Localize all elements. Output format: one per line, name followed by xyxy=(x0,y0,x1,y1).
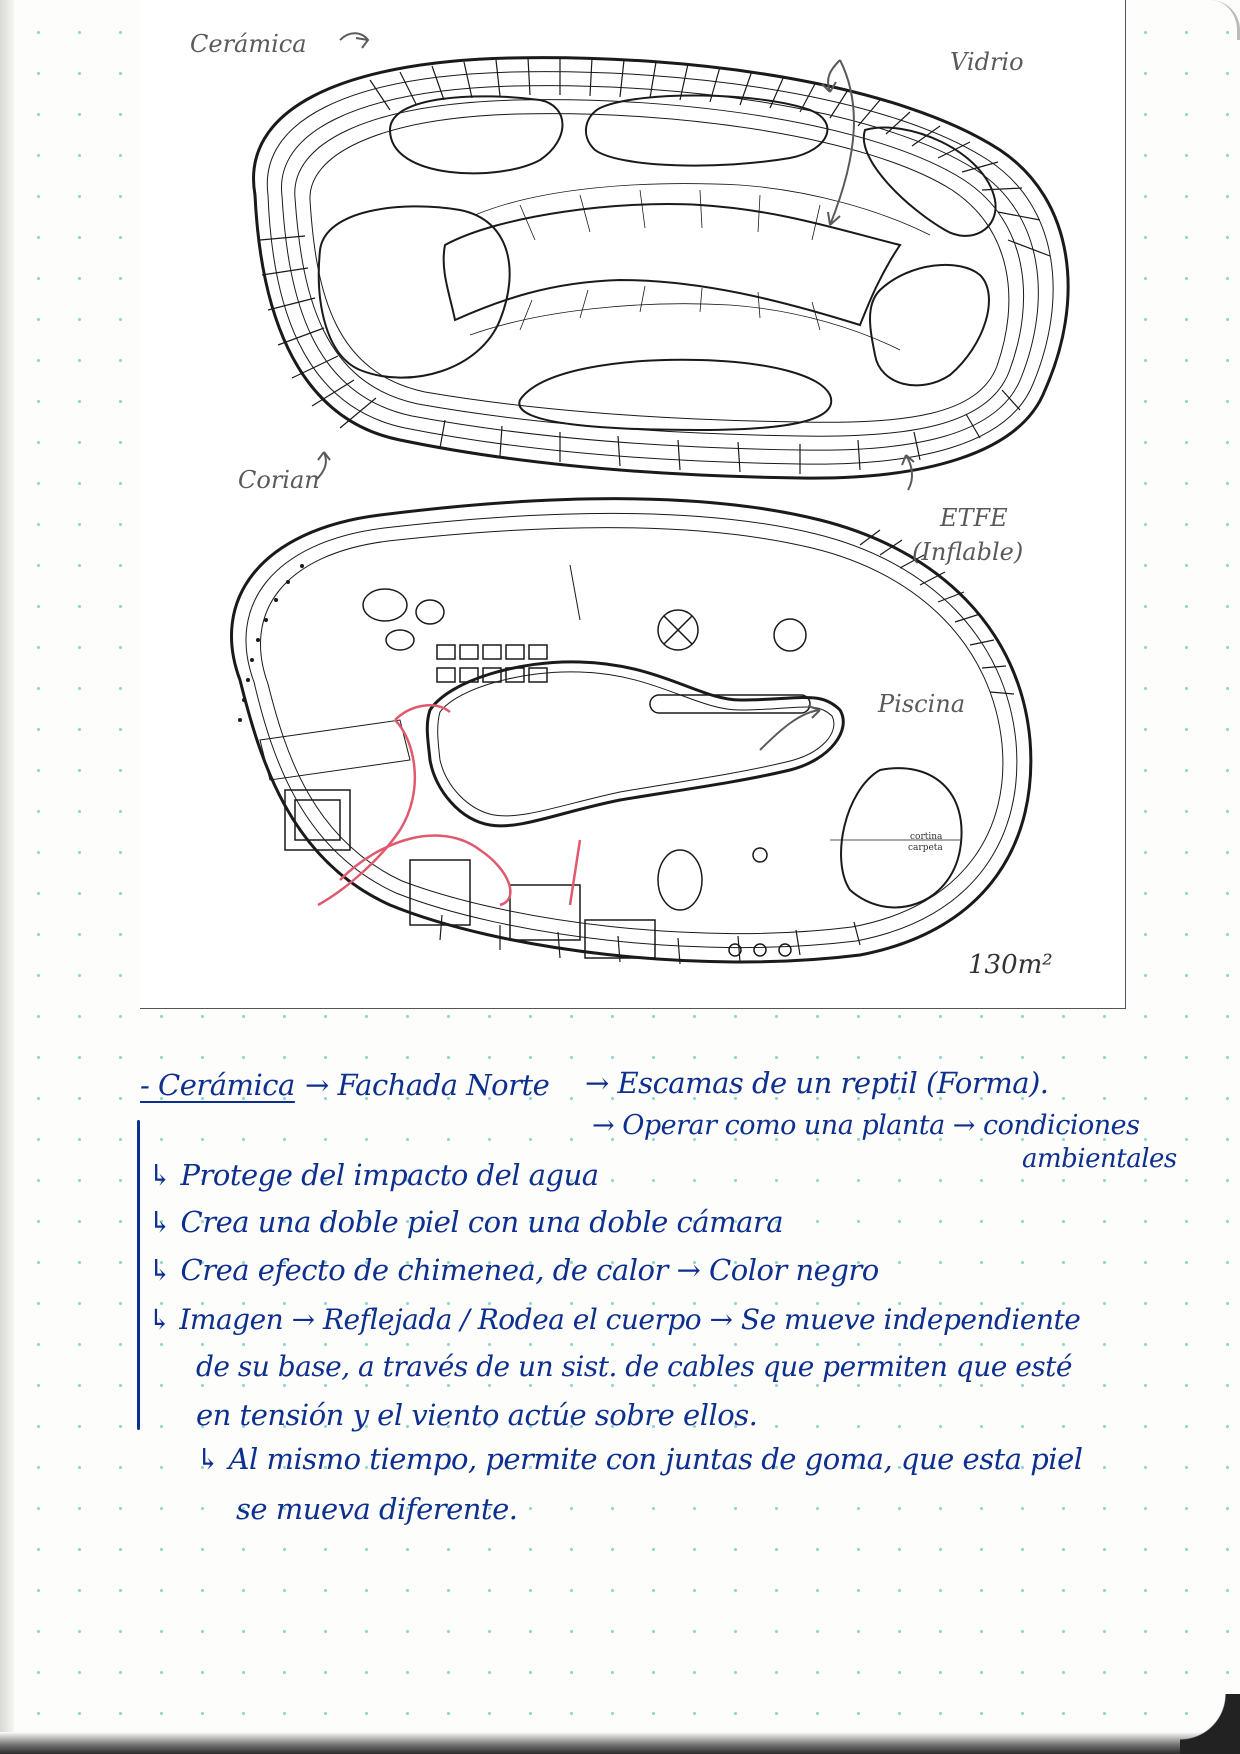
note-bullet-4-line-1: ↳ Imagen → Reflejada / Rodea el cuerpo → Se mueve independiente xyxy=(148,1303,1081,1336)
note-fachada: → Fachada Norte xyxy=(305,1068,550,1102)
label-area: 130m² xyxy=(968,950,1053,980)
note-sub-line-2: se mueva diferente. xyxy=(236,1492,518,1526)
roof-plan xyxy=(254,58,1069,478)
page-corner-bottom xyxy=(1180,1694,1240,1754)
page-edge xyxy=(0,0,14,1754)
note-title: - Cerámica xyxy=(140,1068,295,1102)
room-tag-carpeta: carpeta xyxy=(908,843,943,853)
red-partition-lines xyxy=(318,705,580,905)
note-bracket xyxy=(137,1120,140,1430)
label-vidrio: Vidrio xyxy=(950,48,1024,76)
floor-plan xyxy=(231,499,1030,964)
page-corner xyxy=(1207,0,1240,40)
note-operar: → Operar como una planta → condiciones xyxy=(592,1110,1140,1141)
label-etfe: ETFE xyxy=(940,504,1008,532)
note-bullet-3: ↳ Crea efecto de chimenea, de calor → Color negro xyxy=(148,1253,879,1287)
label-ceramica: Cerámica xyxy=(190,30,307,58)
room-tag-cortina: cortina xyxy=(910,832,943,842)
note-bullet-4-line-3: en tensión y el viento actúe sobre ellos. xyxy=(196,1398,758,1432)
note-sub-line-1: ↳ Al mismo tiempo, permite con juntas de goma, que esta piel xyxy=(196,1442,1083,1476)
note-bullet-1: ↳ Protege del impacto del agua xyxy=(148,1158,599,1192)
label-inflable: (Inflable) xyxy=(912,538,1024,566)
label-piscina: Piscina xyxy=(878,690,966,718)
note-ambientales: ambientales xyxy=(1022,1144,1177,1174)
note-escamas: → Escamas de un reptil (Forma). xyxy=(585,1066,1049,1100)
note-bullet-2: ↳ Crea una doble piel con una doble cámara xyxy=(148,1205,784,1239)
page-edge-bottom xyxy=(0,1732,1240,1754)
label-corian: Corian xyxy=(238,466,320,494)
note-bullet-4-line-2: de su base, a través de un sist. de cables que permiten que esté xyxy=(196,1350,1072,1383)
